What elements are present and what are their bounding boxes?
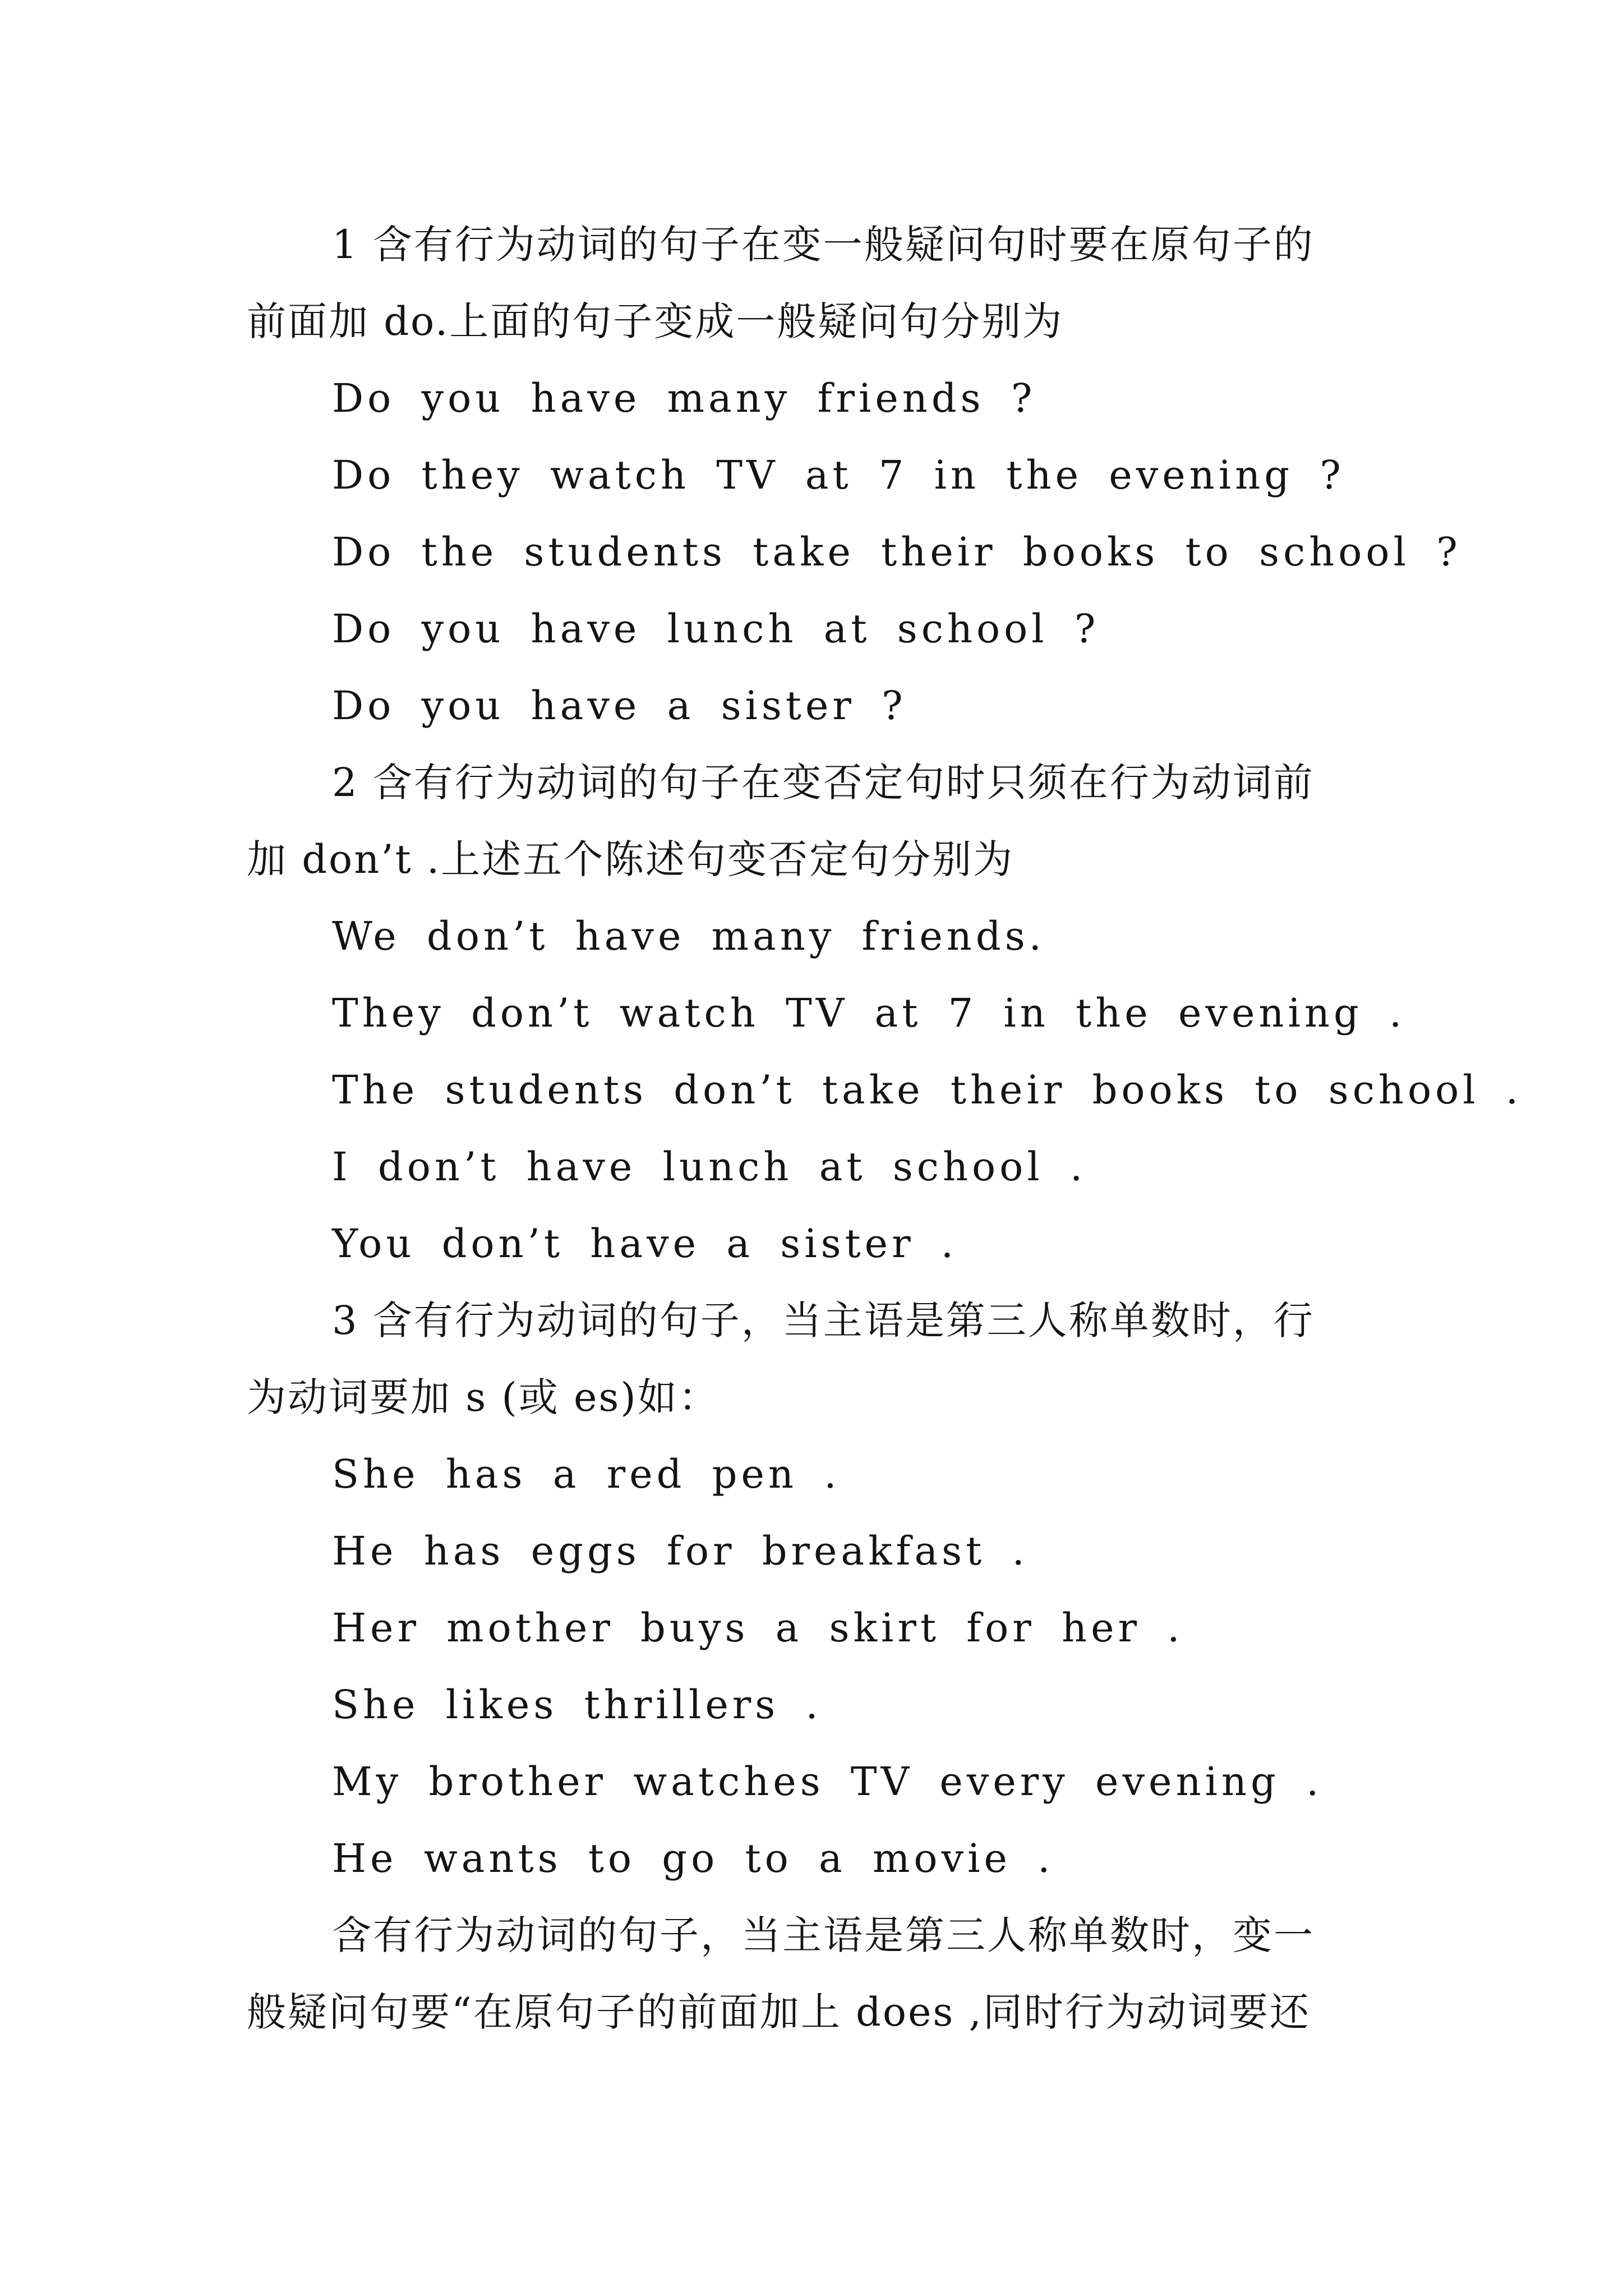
paragraph-line: 为动词要加 s (或 es)如： [247,1374,720,1420]
paragraph-line: 加 don’t .上述五个陈述句变否定句分别为 [247,836,1015,882]
example-sentence: We don’t have many friends. [332,913,1045,959]
paragraph-line: 前面加 do.上面的句子变成一般疑问句分别为 [247,298,1064,344]
example-sentence: Do you have lunch at school ? [332,606,1100,652]
example-sentence: You don’t have a sister . [332,1221,958,1267]
example-sentence: Do you have many friends ? [332,375,1036,421]
example-sentence: They don’t watch TV at 7 in the evening . [332,990,1406,1036]
example-sentence: He wants to go to a movie . [332,1835,1054,1881]
document-body [247,206,1523,2051]
example-sentence: He has eggs for breakfast . [332,1528,1029,1574]
paragraph-line: 1 含有行为动词的句子在变一般疑问句时要在原句子的 [332,222,1315,268]
example-sentence: Do the students take their books to school ? [332,529,1461,575]
example-sentence: She has a red pen . [332,1451,841,1497]
paragraph-line: 3 含有行为动词的句子，当主语是第三人称单数时，行 [332,1297,1315,1343]
example-sentence: My brother watches TV every evening . [332,1759,1323,1805]
paragraph-line: 般疑问句要“在原句子的前面加上 does ,同时行为动词要还 [247,1989,1311,2035]
paragraph-line: 2 含有行为动词的句子在变否定句时只须在行为动词前 [332,760,1315,806]
example-sentence: Do you have a sister ? [332,683,907,729]
paragraph-line: 含有行为动词的句子，当主语是第三人称单数时，变一 [332,1912,1315,1958]
example-sentence: The students don’t take their books to school . [332,1067,1523,1113]
example-sentence: I don’t have lunch at school . [332,1144,1087,1190]
example-sentence: Do they watch TV at 7 in the evening ? [332,452,1345,498]
example-sentence: She likes thrillers . [332,1682,822,1728]
example-sentence: Her mother buys a skirt for her . [332,1605,1184,1651]
